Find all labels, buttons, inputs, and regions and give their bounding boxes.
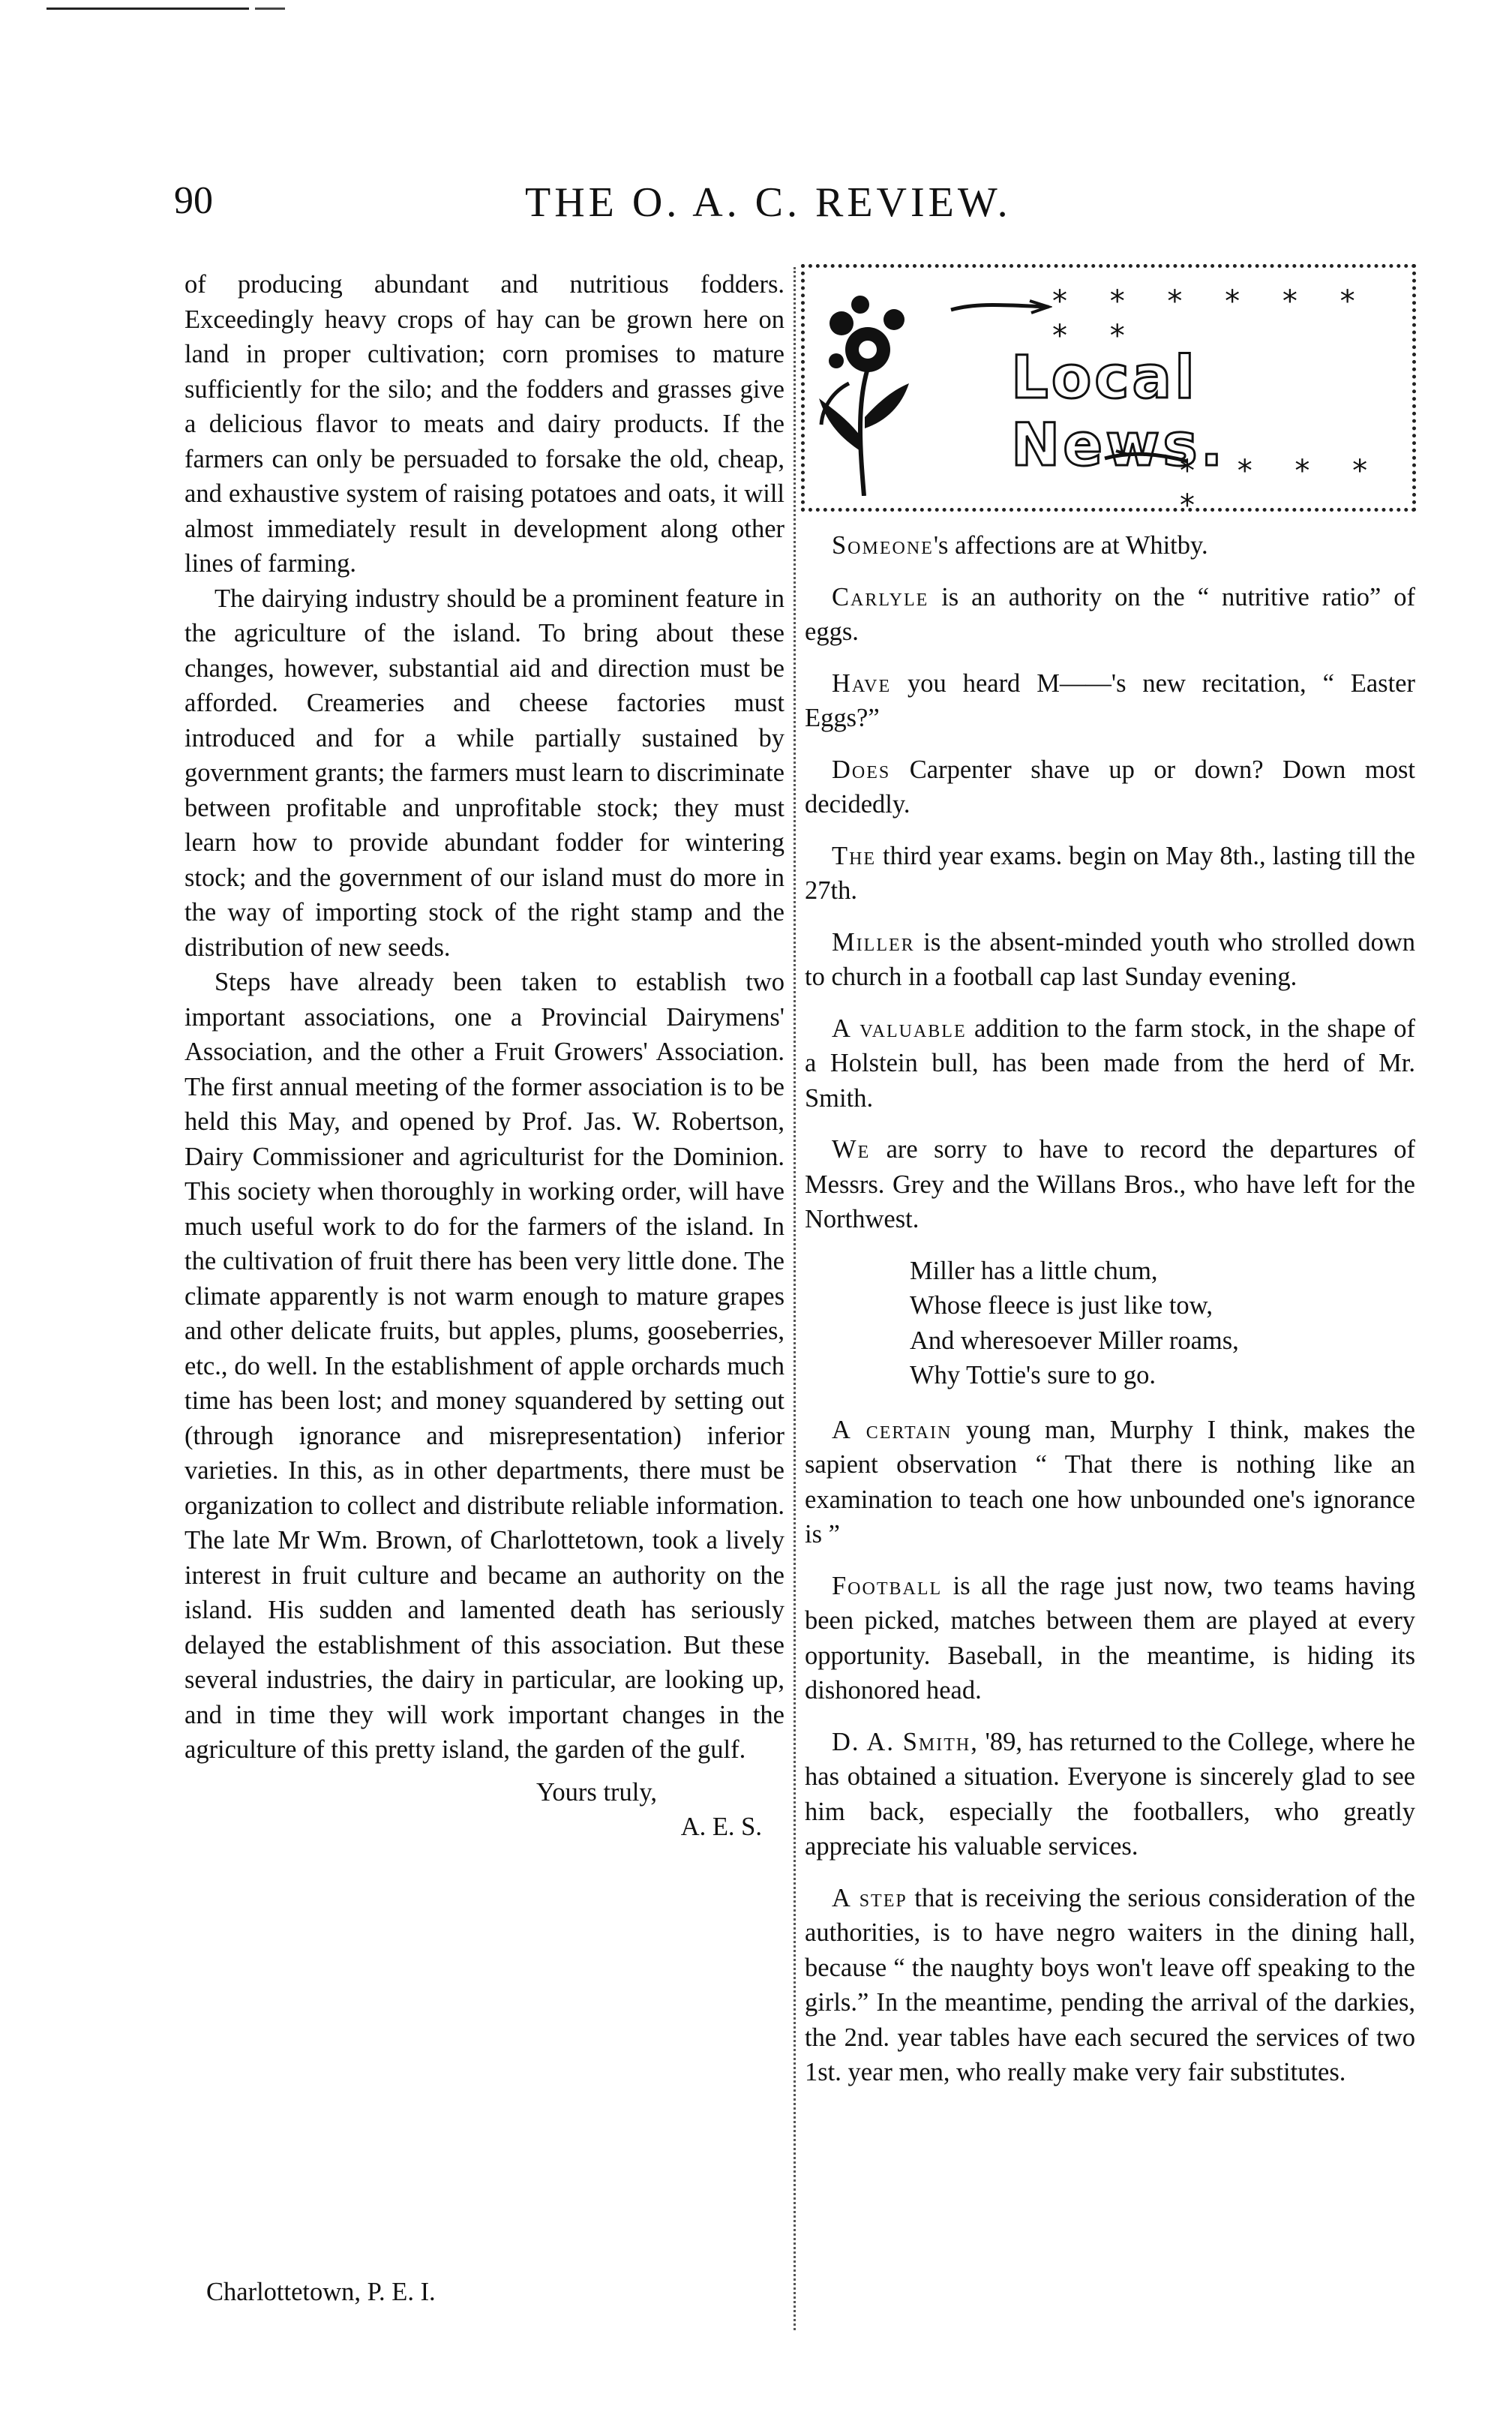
column-divider bbox=[794, 267, 796, 2330]
news-item-lead: Have bbox=[832, 668, 892, 698]
page-number: 90 bbox=[174, 179, 213, 222]
top-rule-fragment bbox=[255, 8, 285, 10]
poem-line: Why Tottie's sure to go. bbox=[910, 1361, 1156, 1389]
paragraph: of producing abundant and nutritious fodders. Exceedingly heavy crops of hay can be grown here on land in proper cultivation; corn promises to mature sufficiently for the silo; and the fodders and grasses give a delicious flavor to meats and dairy products. If the farmers can only be persuaded to forsake the old, cheap, and exhaustive system of raising potatoes and oats, it will almost immediately result in development along other lines of farming. bbox=[184, 270, 784, 578]
news-item-text: is the absent-minded youth who strolled down to church in a football cap last Sunday evening. bbox=[805, 927, 1415, 991]
swash-ornament-icon bbox=[1101, 446, 1191, 469]
poem bbox=[805, 1254, 1415, 1393]
swash-ornament-icon bbox=[947, 296, 1052, 319]
news-item-text: '89, has returned to the College, where he has obtained a situation. Everyone is sincerely glad to see him back, especially the footballers, who greatly appreciate his valuable services. bbox=[805, 1727, 1415, 1861]
news-item bbox=[805, 1569, 1415, 1708]
news-item bbox=[805, 1132, 1415, 1237]
news-item-lead: D. A. Smith, bbox=[832, 1727, 979, 1756]
news-item-text: 's affections are at Whitby. bbox=[933, 531, 1208, 560]
paragraph: Steps have already been taken to establish two important associations, one a Provincial Dairymens' Association, and the other a Fruit Growers' Association. The first annual meeting of the former association is to be held this May, and opened by Prof. Jas. W. Robertson, Dairy Commissioner and agriculturist for the Dominion. This society when thoroughly in working order, will have much useful work to do for the farmers of the island. In the cultivation of fruit there has been very little done. The climate apparently is not warm enough to mature grapes and other delicate fruits, but apples, plums, gooseberries, etc., do well. In the establishment of apple orchards much time has been lost; and money squandered by setting out (through ignorance and misrepresentation) inferior varieties. In this, as in other departments, there must be organization to collect and distribute reliable information. The late Mr Wm. Brown, of Charlottetown, took a lively interest in fruit culture and became an authority on the island. His sudden and lamented death has seriously delayed the establishment of this association. But these several industries, the dairy in particular, are looking up, and in time they will work important changes in the agriculture of this pretty island, the garden of the gulf. bbox=[184, 968, 784, 1764]
news-item-lead: Miller bbox=[832, 927, 915, 957]
poem-line: Miller has a little chum, bbox=[910, 1256, 1158, 1285]
signature: A. E. S. bbox=[680, 1813, 762, 1841]
dateline: Charlottetown, P. E. I. bbox=[206, 2278, 436, 2306]
paragraph: The dairying industry should be a prominent feature in the agriculture of the island. To bring about these changes, however, substantial aid and direction must be afforded. Creameries and cheese factories must introduced and for a while partially sustained by government grants; the farmers must learn to discriminate between profitable and unprofitable stock; they must learn how to provide abundant fodder for wintering stock; and the government of our island must do more in the way of importing stock of the right stamp and the distribution of new seeds. bbox=[184, 584, 784, 962]
news-item-text: that is receiving the serious consideration of the authorities, is to have negro waiters in the dining hall, because “ the naughty boys won't leave off speaking to the girls.” In the meantime, pending the arrival of the darkies, the 2nd. year tables have each secured the services of two 1st. year men, who really make very fair substitutes. bbox=[805, 1883, 1415, 2086]
news-item-text: addition to the farm stock, in the shape of a Holstein bull, has been made from the herd of Mr. Smith. bbox=[805, 1014, 1415, 1113]
top-rule bbox=[46, 8, 249, 10]
local-news-banner bbox=[801, 264, 1416, 523]
news-item-lead: A step bbox=[832, 1883, 908, 1912]
news-item-lead: Does bbox=[832, 755, 891, 784]
news-item bbox=[805, 752, 1415, 822]
news-item-text: young man, Murphy I think, makes the sapient observation “ That there is nothing like an examination to teach one how unbounded one's ignorance is ” bbox=[805, 1415, 1415, 1548]
news-item bbox=[805, 1725, 1415, 1864]
news-item-text: third year exams. begin on May 8th., lasting till the 27th. bbox=[805, 841, 1415, 905]
news-item-lead: A valuable bbox=[832, 1014, 967, 1043]
news-item bbox=[805, 1413, 1415, 1552]
news-item-lead: We bbox=[832, 1135, 871, 1164]
news-item-text: Carpenter shave up or down? Down most decidedly. bbox=[805, 755, 1415, 819]
news-item bbox=[805, 1011, 1415, 1116]
news-item-text: is all the rage just now, two teams having been picked, matches between them are played at every opportunity. Baseball, in the meantime, is hiding its dishonored head. bbox=[805, 1571, 1415, 1705]
news-item bbox=[805, 1881, 1415, 2090]
stars-ornament-bottom: * * * * * bbox=[1180, 454, 1384, 523]
news-item-lead: A certain bbox=[832, 1415, 952, 1444]
banner-title: Local News. bbox=[1011, 344, 1226, 479]
news-item-text: are sorry to have to record the departures of Messrs. Grey and the Willans Bros., who have left for the Northwest. bbox=[805, 1135, 1415, 1233]
news-item-text: you heard M——'s new recitation, “ Easter Eggs?” bbox=[805, 668, 1415, 732]
flower-bouquet-icon bbox=[815, 278, 913, 496]
news-item bbox=[805, 666, 1415, 736]
left-column bbox=[184, 267, 784, 1845]
news-item bbox=[805, 839, 1415, 909]
news-item-lead: Someone bbox=[832, 531, 934, 560]
poem-line: Whose fleece is just like tow, bbox=[910, 1291, 1213, 1320]
right-column bbox=[805, 528, 1415, 2107]
poem-line: And wheresoever Miller roams, bbox=[910, 1326, 1239, 1355]
news-item-lead: Football bbox=[832, 1571, 943, 1600]
news-item bbox=[805, 925, 1415, 995]
news-item-lead: Carlyle bbox=[832, 582, 929, 611]
news-item-lead: The bbox=[832, 841, 877, 870]
running-title: THE O. A. C. REVIEW. bbox=[525, 179, 1012, 226]
news-item bbox=[805, 528, 1415, 563]
stars-ornament-top: * * * * * * * * bbox=[1052, 284, 1372, 353]
news-item-text: is an authority on the “ nutritive ratio” of eggs. bbox=[805, 582, 1415, 646]
news-item bbox=[805, 580, 1415, 650]
closing: Yours truly, bbox=[536, 1777, 657, 1807]
